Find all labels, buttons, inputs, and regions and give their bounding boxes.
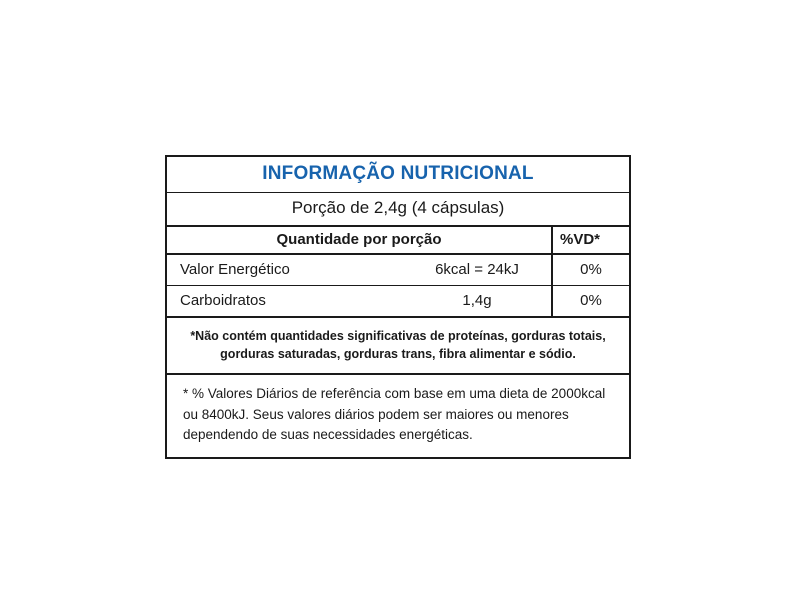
daily-values-footnote: * % Valores Diários de referência com base em uma dieta de 2000kcal ou 8400kJ. Seus valores diários podem ser maiores ou menores dependendo de suas necessidades energéticas. bbox=[183, 386, 606, 442]
nutrient-name: Carboidratos bbox=[180, 292, 266, 309]
nutrient-name: Valor Energético bbox=[180, 261, 290, 278]
nutrient-vd: 0% bbox=[580, 292, 602, 309]
insignificant-amounts-note: *Não contém quantidades significativas de proteínas, gorduras totais, gorduras saturadas, gorduras trans, fibra alimentar e sódio. bbox=[190, 329, 606, 362]
portion-text: Porção de 2,4g (4 cápsulas) bbox=[291, 198, 505, 217]
table-note-row bbox=[167, 318, 629, 375]
table-header-row bbox=[167, 227, 629, 255]
nutrition-title: INFORMAÇÃO NUTRICIONAL bbox=[262, 163, 534, 184]
table-row bbox=[167, 286, 629, 318]
nutrient-amount: 6kcal = 24kJ bbox=[403, 255, 553, 285]
nutrient-amount: 1,4g bbox=[403, 286, 553, 316]
table-row bbox=[167, 255, 629, 286]
header-percent-vd: %VD* bbox=[560, 231, 601, 248]
nutrient-vd: 0% bbox=[580, 261, 602, 278]
table-footnote-row bbox=[167, 375, 629, 457]
nutrition-facts-table bbox=[165, 155, 631, 459]
table-portion-row bbox=[167, 193, 629, 227]
table-title-row bbox=[167, 157, 629, 193]
header-quantity-per-portion: Quantidade por porção bbox=[167, 227, 553, 253]
